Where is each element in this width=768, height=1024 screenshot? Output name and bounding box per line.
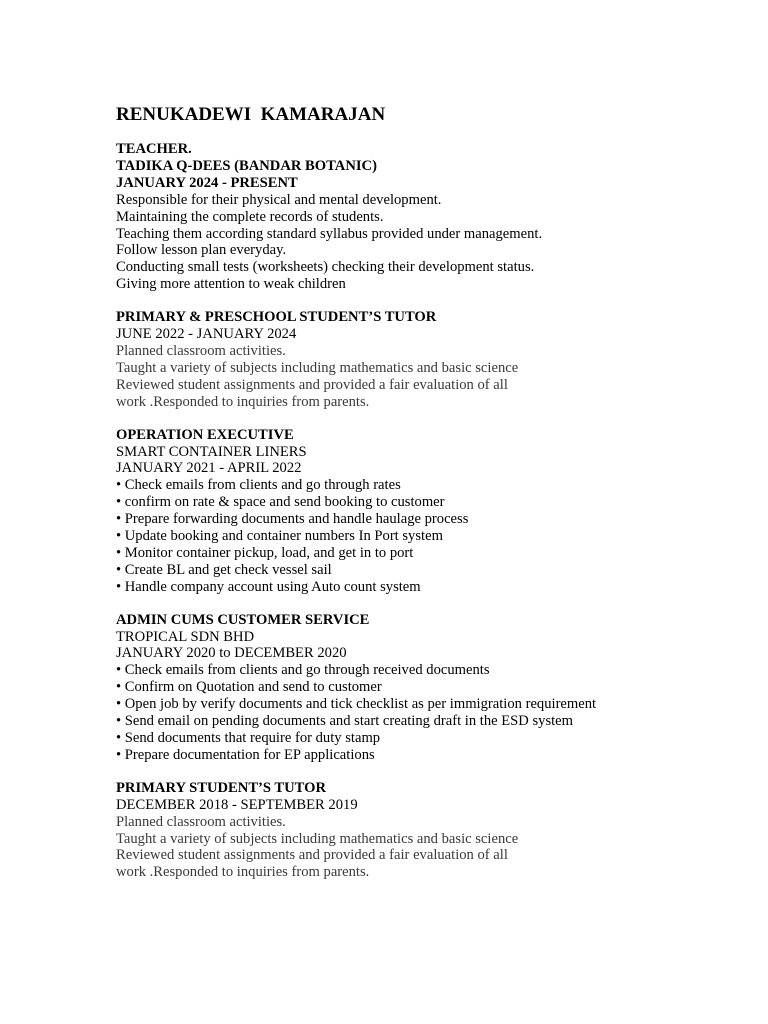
job-company: TROPICAL SDN BHD <box>116 628 255 645</box>
job-duty: work .Responded to inquiries from parents. <box>116 864 370 881</box>
job-title: TEACHER. <box>116 141 192 157</box>
job-duty: • Create BL and get check vessel sail <box>116 561 332 578</box>
job-duty: Planned classroom activities. <box>116 813 286 830</box>
job-duty: • Prepare documentation for EP applications <box>116 746 375 763</box>
job-primary-preschool-tutor <box>116 309 756 410</box>
job-title: ADMIN CUMS CUSTOMER SERVICE <box>116 611 370 628</box>
job-duty: Planned classroom activities. <box>116 342 286 359</box>
job-duty: • Confirm on Quotation and send to customer <box>116 679 382 696</box>
job-duty: • Update booking and container numbers In Port system <box>116 528 443 545</box>
job-company: SMART CONTAINER LINERS <box>116 443 307 460</box>
job-duty: Responsible for their physical and mental development. <box>116 191 442 208</box>
job-duty: • Prepare forwarding documents and handle haulage process <box>116 511 469 528</box>
job-duty: Taught a variety of subjects including mathematics and basic science <box>116 830 519 847</box>
job-primary-student-tutor <box>116 780 756 881</box>
job-operation-executive <box>116 427 756 596</box>
job-title: PRIMARY STUDENT’S TUTOR <box>116 779 327 796</box>
job-company: TADIKA Q-DEES (BANDAR BOTANIC) <box>116 157 377 174</box>
job-duty: Giving more attention to weak children <box>116 276 346 293</box>
job-dates: JANUARY 2024 - PRESENT <box>116 174 298 191</box>
job-duty: • Check emails from clients and go through rates <box>116 477 401 494</box>
job-duty: Conducting small tests (worksheets) checking their development status. <box>116 259 535 276</box>
job-title: OPERATION EXECUTIVE <box>116 426 294 443</box>
job-duty: • Monitor container pickup, load, and get in to port <box>116 544 414 561</box>
job-duty: Reviewed student assignments and provided a fair evaluation of all <box>116 847 508 864</box>
job-dates: JANUARY 2021 - APRIL 2022 <box>116 460 302 477</box>
job-duty: • Open job by verify documents and tick checklist as per immigration requirement <box>116 696 597 713</box>
resume-page <box>116 103 756 897</box>
job-duty: Taught a variety of subjects including mathematics and basic science <box>116 359 519 376</box>
job-dates: JANUARY 2020 to DECEMBER 2020 <box>116 645 347 662</box>
job-admin-customer-service <box>116 612 756 764</box>
job-dates: JUNE 2022 - JANUARY 2024 <box>116 326 297 343</box>
job-title: PRIMARY & PRESCHOOL STUDENT’S TUTOR <box>116 309 437 326</box>
job-duty: • Send documents that require for duty stamp <box>116 730 381 746</box>
job-duty: • Check emails from clients and go through received documents <box>116 662 490 679</box>
job-duty: work .Responded to inquiries from parents. <box>116 393 370 410</box>
candidate-name: RENUKADEWI KAMARAJAN <box>116 104 386 125</box>
job-duty: Teaching them according standard syllabus provided under management. <box>116 225 543 242</box>
job-duty: • Send email on pending documents and start creating draft in the ESD system <box>116 713 574 730</box>
job-duty: • Handle company account using Auto count system <box>116 578 421 595</box>
job-teacher <box>116 141 756 293</box>
job-duty: Reviewed student assignments and provided a fair evaluation of all <box>116 376 508 393</box>
job-duty: Maintaining the complete records of students. <box>116 208 384 225</box>
job-duty: Follow lesson plan everyday. <box>116 242 287 259</box>
job-dates: DECEMBER 2018 - SEPTEMBER 2019 <box>116 796 358 813</box>
job-duty: • confirm on rate & space and send booking to customer <box>116 494 445 511</box>
